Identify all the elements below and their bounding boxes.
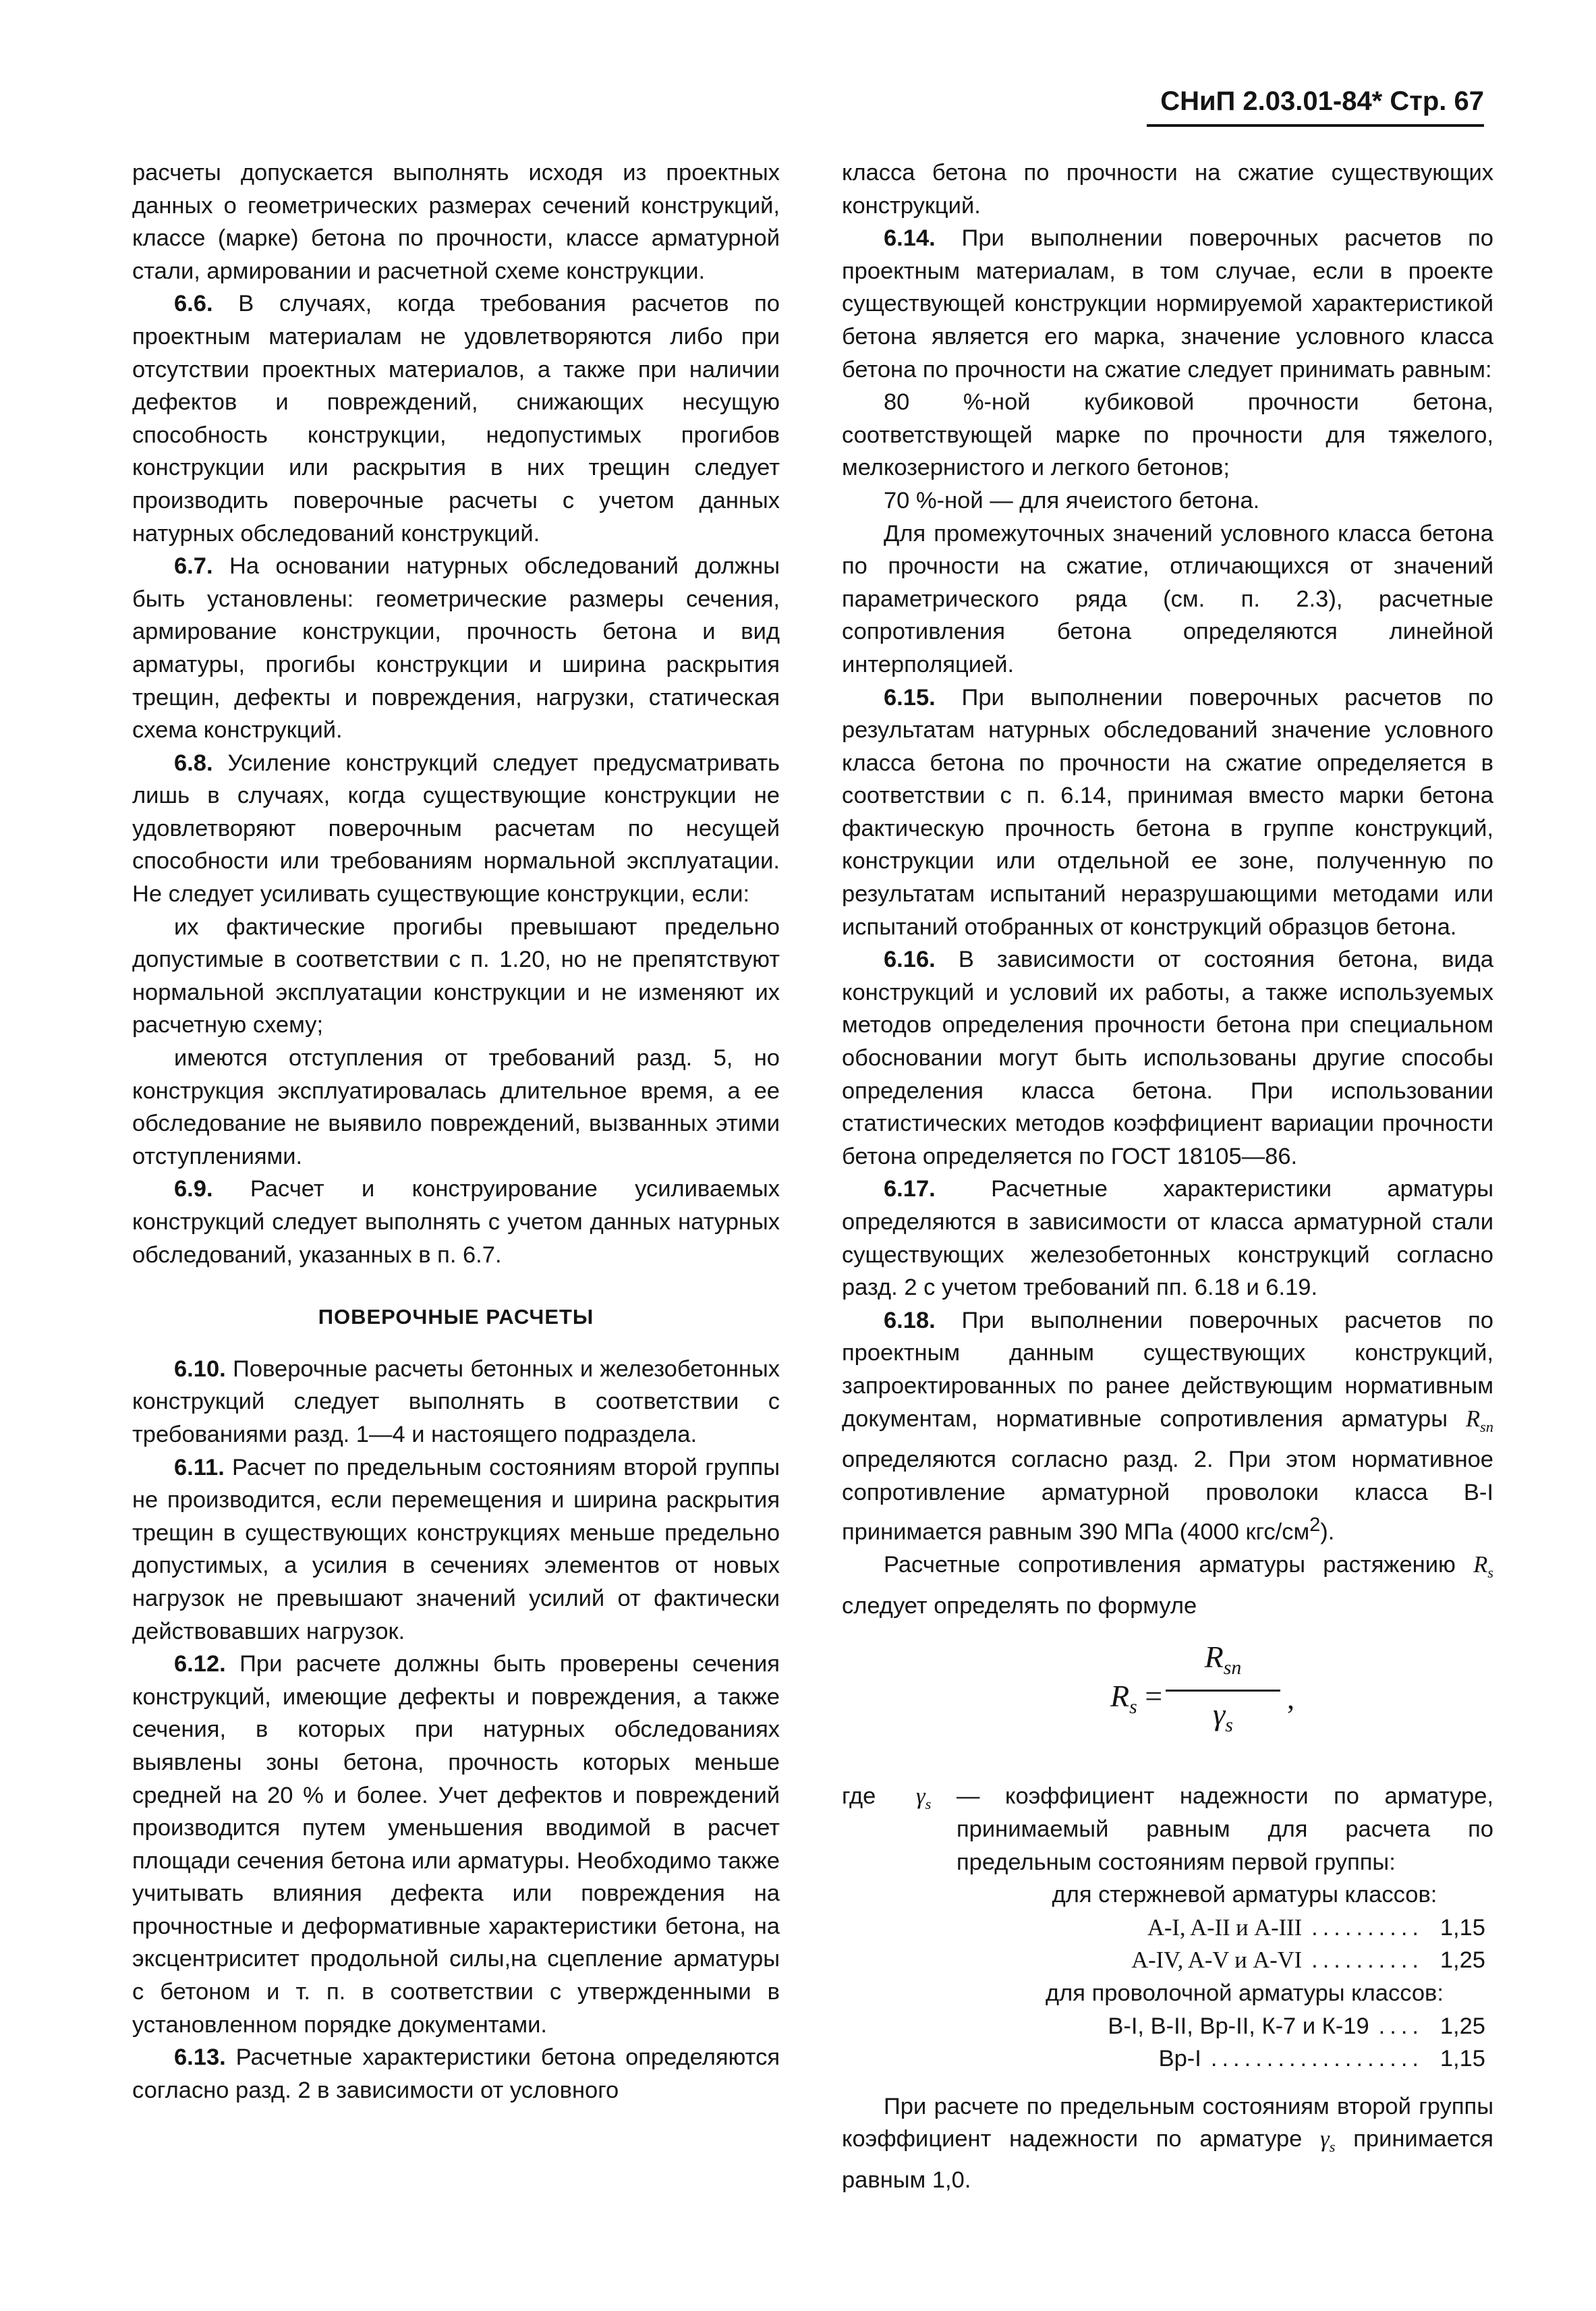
where-description: — коэффициент надежности по арматуре, принимаемый равным для расчета по предельным состояниям первой группы: для стержневой арматуры классов: A-I, A-II и A-III .......... 1,15 A-IV, A-V и A-VI .......... 1,25 для проволочной арматуры классов: В-I, В-II, Вр-II, К-7 и К-19 .... 1,25 Вр-I ................... 1,15 xyxy=(957,1780,1493,2075)
superscript: 2 xyxy=(1309,1514,1321,1536)
clause-text: Расчетные характеристики арматуры определяются в зависимости от класса арматурной стали существующих железобетонных конструкций согласно разд. 2 с учетом требований пп. 6.18 и 6.19. xyxy=(842,1176,1494,1301)
clause-6-7 xyxy=(132,550,780,747)
paragraph-continued: расчеты допускается выполнять исходя из проектных данных о геометрических размерах сечений конструкций, классе (марке) бетона по прочности, классе арматурной стали, армировании и расчетной схеме конструкции. xyxy=(132,160,780,284)
clause-number: 6.10. xyxy=(174,1356,226,1382)
clause-6-13-continued: класса бетона по прочности на сжатие существующих конструкций. xyxy=(842,160,1493,219)
formula-fraction xyxy=(1166,1641,1280,1742)
clause-6-9 xyxy=(132,1173,780,1271)
clause-number: 6.9. xyxy=(174,1176,213,1202)
clause-number: 6.14. xyxy=(884,225,936,252)
clause-number: 6.17. xyxy=(884,1176,936,1202)
clause-number: 6.16. xyxy=(884,947,936,973)
clause-6-17 xyxy=(842,1173,1493,1304)
rod-title: для стержневой арматуры классов: xyxy=(1052,1882,1437,1908)
clause-number: 6.7. xyxy=(174,553,213,580)
left-column xyxy=(132,157,780,2107)
wire-row: Вр-I ................... 1,15 xyxy=(1158,2046,1485,2072)
where-word: где xyxy=(842,1783,876,1810)
rod-row: A-I, A-II и A-III .......... 1,15 xyxy=(1147,1914,1485,1941)
clause-number: 6.15. xyxy=(884,684,936,711)
symbol-gamma-s: $\gamma_s$ xyxy=(1320,2126,1336,2156)
clause-6-14-item-b: 70 %-ной — для ячеистого бетона. xyxy=(884,487,1260,513)
clause-text: В случаях, когда требования расчетов по проектным материалам не удовлетворяются либо при отсутствии проектных материалов, а также при наличии дефектов и повреждений, снижающих несущую способность конструкции, недопустимых прогибов конструкции или раскрытия в них трещин следует производить поверочные расчеты с учетом данных натурных обследований конструкций. xyxy=(132,291,780,547)
rod-row: A-IV, A-V и A-VI .......... 1,25 xyxy=(1131,1947,1485,1974)
where-symbol: $\gamma_s$ xyxy=(916,1783,932,1813)
where-block xyxy=(842,1780,1493,2075)
clause-text: При выполнении поверочных расчетов по проектным материалам, в том случае, если в проекте существующей конструкции нормируемой характеристикой бетона является его марка, значение условного класса бетона по прочности на сжатие следует принимать равным: xyxy=(842,225,1493,383)
formula-intro: Расчетные сопротивления арматуры растяжению $R_s$ следует определять по формуле xyxy=(842,1552,1493,1619)
clause-6-14-item-a: 80 %-ной кубиковой прочности бетона, соответствующей марке по прочности для тяжелого, мелкозернистого и легкого бетонов; xyxy=(842,389,1493,481)
formula-numerator: $R_{sn}$ xyxy=(1204,1640,1242,1679)
clause-6-18 xyxy=(842,1304,1493,1549)
clause-text: Расчет по предельным состояниям второй группы не производится, если перемещения и ширина раскрытия трещин в существующих конструкциях меньше предельно допустимых, а усилия в сечениях элементов от новых нагрузок не превышают значений усилий от фактически действовавших нагрузок. xyxy=(132,1454,780,1644)
clause-number: 6.18. xyxy=(884,1307,936,1333)
clause-6-8-item-a: их фактические прогибы превышают предельно допустимые в соответствии с п. 1.20, но не препятствуют нормальной эксплуатации конструкции и не изменяют их расчетную схему; xyxy=(132,914,780,1038)
clause-6-14 xyxy=(842,222,1493,386)
clause-6-14-note: Для промежуточных значений условного класса бетона по прочности на сжатие, отличающихся от значений параметрического ряда (см. п. 2.3), расчетные сопротивления бетона определяются линейной интерполяцией. xyxy=(842,520,1493,677)
wire-title: для проволочной арматуры классов: xyxy=(1046,1980,1444,2006)
clause-text: При расчете должны быть проверены сечения конструкций, имеющие дефекты и повреждения, а также сечения, в которых при натурных обследованиях выявлены зоны бетона, прочность которых меньше средней на 20 % и более. Учет дефектов и повреждений производится путем уменьшения вводимой в расчет площади сечения бетона или арматуры. Необходимо также учитывать влияния дефекта или повреждения на прочностные и деформативные характеристики бетона, на эксцентриситет продольной силы,на сцепление арматуры с бетоном и т. п. в соответствии с утвержденными в установленном порядке документами. xyxy=(132,1651,780,2038)
section-heading: ПОВЕРОЧНЫЕ РАСЧЕТЫ xyxy=(318,1305,594,1329)
clause-text: В зависимости от состояния бетона, вида конструкций и условий их работы, а также используемых методов определения прочности бетона при специальном обосновании могут быть использованы другие способы определения класса бетона. При использовании статистических методов коэффициент вариации прочности бетона определяется по ГОСТ 18105—86. xyxy=(842,947,1493,1169)
formula-lhs: $R_s$ = xyxy=(1110,1679,1163,1719)
clause-6-13 xyxy=(132,2041,780,2107)
fraction-bar xyxy=(1166,1690,1280,1692)
clause-number: 6.11. xyxy=(174,1454,225,1480)
clause-number: 6.12. xyxy=(174,1651,226,1677)
clause-text: На основании натурных обследований должны быть установлены: геометрические размеры сечения, армирование конструкции, прочность бетона и вид арматуры, прогибы конструкции и ширина раскрытия трещин, дефекты и повреждения, нагрузки, статическая схема конструкций. xyxy=(132,553,780,744)
clause-number: 6.13. xyxy=(174,2044,226,2071)
clause-6-16 xyxy=(842,943,1493,1173)
symbol-r-sn: $R_{sn}$ xyxy=(1465,1405,1493,1435)
clause-text: Усиление конструкций следует предусматривать лишь в случаях, когда существующие конструкции не удовлетворяют поверочным расчетам по несущей способности или требованиям нормальной эксплуатации. Не следует усиливать существующие конструкции, если: xyxy=(132,750,780,908)
symbol-r-s: $R_s$ xyxy=(1473,1552,1493,1582)
formula-rs xyxy=(842,1641,1493,1769)
clause-6-11 xyxy=(132,1451,780,1648)
closing-paragraph: При расчете по предельным состояниям второй группы коэффициент надежности по арматуре $\gamma_s$ принимается равным 1,0. xyxy=(842,2093,1493,2193)
clause-text: определяются согласно разд. 2. При этом нормативное сопротивление арматурной проволоки класса В-I принимается равным 390 МПа (4000 кгс/см xyxy=(842,1447,1493,1545)
clause-6-12 xyxy=(132,1648,780,2041)
clause-6-6 xyxy=(132,287,780,550)
clause-6-10 xyxy=(132,1353,780,1451)
clause-number: 6.8. xyxy=(174,750,213,776)
clause-text: Поверочные расчеты бетонных и железобетонных конструкций следует выполнять в соответствии с требованиями разд. 1—4 и настоящего подраздела. xyxy=(132,1356,780,1447)
page-header: СНиП 2.03.01-84* Стр. 67 xyxy=(1147,86,1484,127)
clause-6-8 xyxy=(132,747,780,911)
right-column xyxy=(842,157,1493,2196)
clause-6-8-item-b: имеются отступления от требований разд. 5, но конструкция эксплуатировалась длительное время, а ее обследование не выявило повреждений, вызванных этими отступлениями. xyxy=(132,1045,780,1169)
clause-text: Расчет и конструирование усиливаемых конструкций следует выполнять с учетом данных натурных обследований, указанных в п. 6.7. xyxy=(132,1176,780,1268)
clause-text: ). xyxy=(1320,1519,1335,1545)
clause-text: При выполнении поверочных расчетов по результатам натурных обследований значение условного класса бетона по прочности на сжатие определяется в соответствии с п. 6.14, принимая вместо марки бетона фактическую прочность бетона в группе конструкций, конструкции или отдельной ее зоне, полученную по результатам испытаний неразрушающими методами или испытаний отобранных от конструкций образцов бетона. xyxy=(842,684,1493,940)
clause-6-15 xyxy=(842,681,1493,944)
clause-text: При выполнении поверочных расчетов по проектным данным существующих конструкций, запроектированных по ранее действующим нормативным документам, нормативные сопротивления арматуры xyxy=(842,1307,1493,1432)
formula-comma: , xyxy=(1287,1682,1294,1716)
clause-text: Расчетные характеристики бетона определяются согласно разд. 2 в зависимости от условного xyxy=(132,2044,780,2103)
clause-number: 6.6. xyxy=(174,291,213,317)
wire-row: В-I, В-II, Вр-II, К-7 и К-19 .... 1,25 xyxy=(1108,2013,1485,2039)
formula-denominator: $\gamma_s$ xyxy=(1213,1697,1233,1737)
